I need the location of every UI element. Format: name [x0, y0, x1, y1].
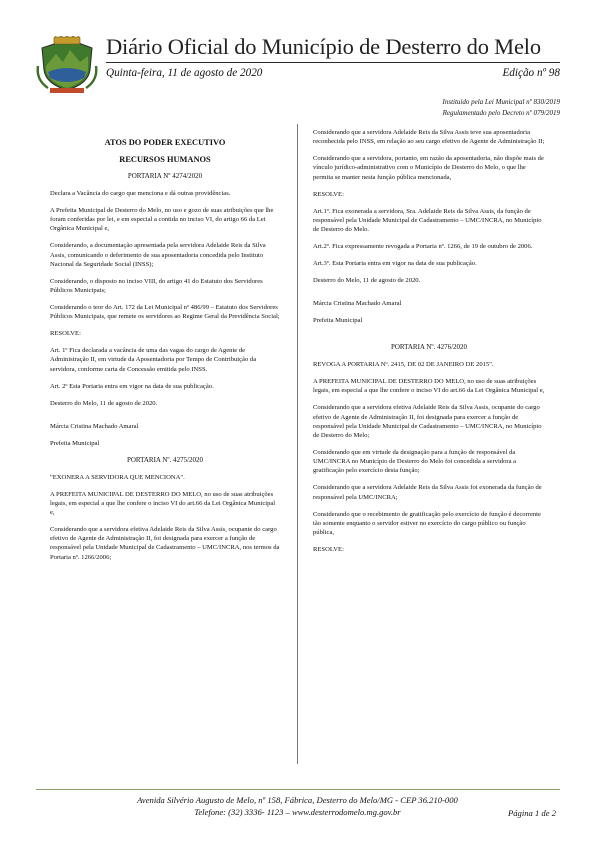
newspaper-title: Diário Oficial do Município de Desterro do Melo: [106, 34, 541, 59]
signer-name: Márcia Cristina Machado Amaral: [313, 300, 402, 308]
paragraph: RESOLVE:: [50, 330, 81, 338]
masthead: [36, 32, 560, 98]
edition-number: Edição nº 98: [502, 67, 560, 79]
section-heading: ATOS DO PODER EXECUTIVO: [104, 138, 226, 147]
publication-date: Quinta-feira, 11 de agosto de 2020: [106, 67, 263, 79]
footer-contact: Telefone: (32) 3336- 1123 – www.desterrodomelo.mg.gov.br: [194, 807, 401, 817]
paragraph: Considerando que o recebimento de gratificação pelo exercício de função é decorrente tão somente enquanto o servidor estiver no exercício do cargo público ou função pública,: [313, 510, 541, 537]
paragraph: Art.1º. Fica exonerada a servidora, Sra. Adelaide Reis da Silva Assis, da função de responsável pela Unidade Municipal de Cadastramento – UMC/INCRA, no Município de Desterro do Melo.: [313, 207, 542, 234]
paragraph: Declara a Vacância do cargo que menciona e dá outras providências.: [50, 190, 231, 197]
paragraph: Considerando que a servidora Adelaide Reis da Silva Assis teve sua aposentadoria reconhecida pelo INSS, em relação ao seu cargo efetivo de Agente de Administração II;: [313, 129, 545, 146]
paragraph: A Prefeita Municipal de Desterro do Melo, no uso e gozo de suas atribuições que lhe foram conferidas por lei, e em especial a contida no inciso VI, do artigo 66 da Lei Orgânica Municipal e,: [50, 207, 274, 233]
paragraph: Art.2º. Fica expressamente revogada a Portaria nº. 1266, de 19 de outubro de 2006.: [313, 243, 533, 251]
footer-address: Avenida Silvério Augusto de Melo, nº 158, Fábrica, Desterro do Melo/MG - CEP 36.210-000: [137, 795, 458, 805]
paragraph: Considerando que a servidora efetiva Adelaide Reis da Silva Assis, ocupante do cargo efetivo de Agente de Administração II, foi designada para exercer a função de responsável pela Unidade Municipal de Cadastramento – UMC/INCRA, nos termos da Portaria nº. 1266/2006;: [50, 526, 280, 561]
left-column: [50, 138, 280, 570]
portaria-title: PORTARIA Nº. 4275/2020: [126, 455, 204, 464]
paragraph: Art.3º. Esta Portaria entra em vigor na data de sua publicação.: [313, 260, 477, 268]
paragraph: Considerando, o disposto no inciso VIII, do artigo 41 do Estatuto dos Servidores Públicos Municipais;: [50, 277, 263, 295]
paragraph: RESOLVE:: [313, 546, 344, 554]
paragraph: Desterro do Melo, 11 de agosto de 2020.: [313, 277, 421, 285]
paragraph: Art. 2º Esta Portaria entra em vigor na data de sua publicação.: [50, 382, 214, 390]
paragraph: Considerando que a servidora efetiva Adelaide Reis da Silva Assis, ocupante do cargo efetivo de Agente de Administração II, foi designada para exercer a função de responsável pela Unidade Municipal de Cadastramento – UMC/INCRA, no Município de Desterro do Melo;: [313, 404, 542, 440]
legal-basis-decree: Regulamentado pelo Decreto nº 079/2019: [442, 109, 560, 117]
page-number: Página 1 de 2: [508, 808, 556, 818]
legal-basis: [443, 97, 560, 119]
paragraph: "EXONERA A SERVIDORA QUE MENCIONA".: [50, 473, 185, 481]
municipal-coat-of-arms-icon: [36, 36, 98, 94]
header-rule: [106, 62, 560, 63]
paragraph: Art. 1º Fica declarada a vacância de uma das vagas do cargo de Agente de Administração II, em virtude da Aposentadoria por Tempo de Contribuição da servidora, conforme carta de Concessão emitida pelo INSS.: [50, 347, 257, 373]
paragraph: Desterro do Melo, 11 de agosto de 2020.: [50, 399, 158, 407]
footer-rule: [36, 789, 560, 790]
paragraph: Considerando que a servidora, portanto, em razão da aposentadoria, não dispõe mais de vínculo jurídico-administrativo com o Município de Desterro do Melo, o que lhe permita se manter nesta função pública mencionada,: [313, 155, 544, 181]
signer-name: Márcia Cristina Machado Amaral: [50, 422, 139, 430]
paragraph: Considerando o teor do Art. 172 da Lei Municipal nº 486/99 – Estatuto dos Servidores Públicos Municipais, que remete os servidores ao Regime Geral da Previdência Social;: [50, 304, 280, 321]
right-column: [313, 128, 545, 562]
portaria-title: PORTARIA Nº 4274/2020: [127, 172, 203, 180]
paragraph: RESOLVE:: [313, 190, 344, 198]
paragraph: REVOGA A PORTARIA Nº. 2415, DE 02 DE JANEIRO DE 2015".: [313, 361, 494, 369]
column-divider: [297, 124, 298, 764]
paragraph: Considerando que a servidora Adelaide Reis da Silva Assis foi exonerada da função de responsável pela UMC/INCRA;: [313, 484, 542, 501]
subsection-heading: RECURSOS HUMANOS: [119, 155, 211, 164]
paragraph: Considerando, a documentação apresentada pela servidora Adelaide Reis da Silva Assis, comunicando o deferimento de sua aposentadoria concedida pelo Instituto Nacional da Seguridade Social (INSS);: [50, 242, 266, 268]
portaria-title: PORTARIA Nº. 4276/2020: [390, 343, 468, 352]
paragraph: A PREFEITA MUNICIPAL DE DESTERRO DO MELO, no uso de suas atribuições legais, em especial a que lhe confere o inciso VI do art.66 da Lei Orgânica Municipal e,: [313, 378, 545, 395]
signer-role: Prefeita Municipal: [313, 317, 363, 325]
paragraph: A PREFEITA MUNICIPAL DE DESTERRO DO MELO, no uso de suas atribuições legais, em especial a que lhe confere o inciso VI do art.66 da Lei Orgânica Municipal e,: [50, 490, 276, 517]
paragraph: Considerando que em virtude da designação para a função de responsável da UMC/INCRA no Município de Desterro do Melo foi concedida a servidora a gratificação pelo exercício desta função;: [313, 449, 517, 475]
signer-role: Prefeita Municipal: [50, 439, 100, 447]
legal-basis-law: Instituído pela Lei Municipal nº 830/2019: [442, 98, 560, 106]
